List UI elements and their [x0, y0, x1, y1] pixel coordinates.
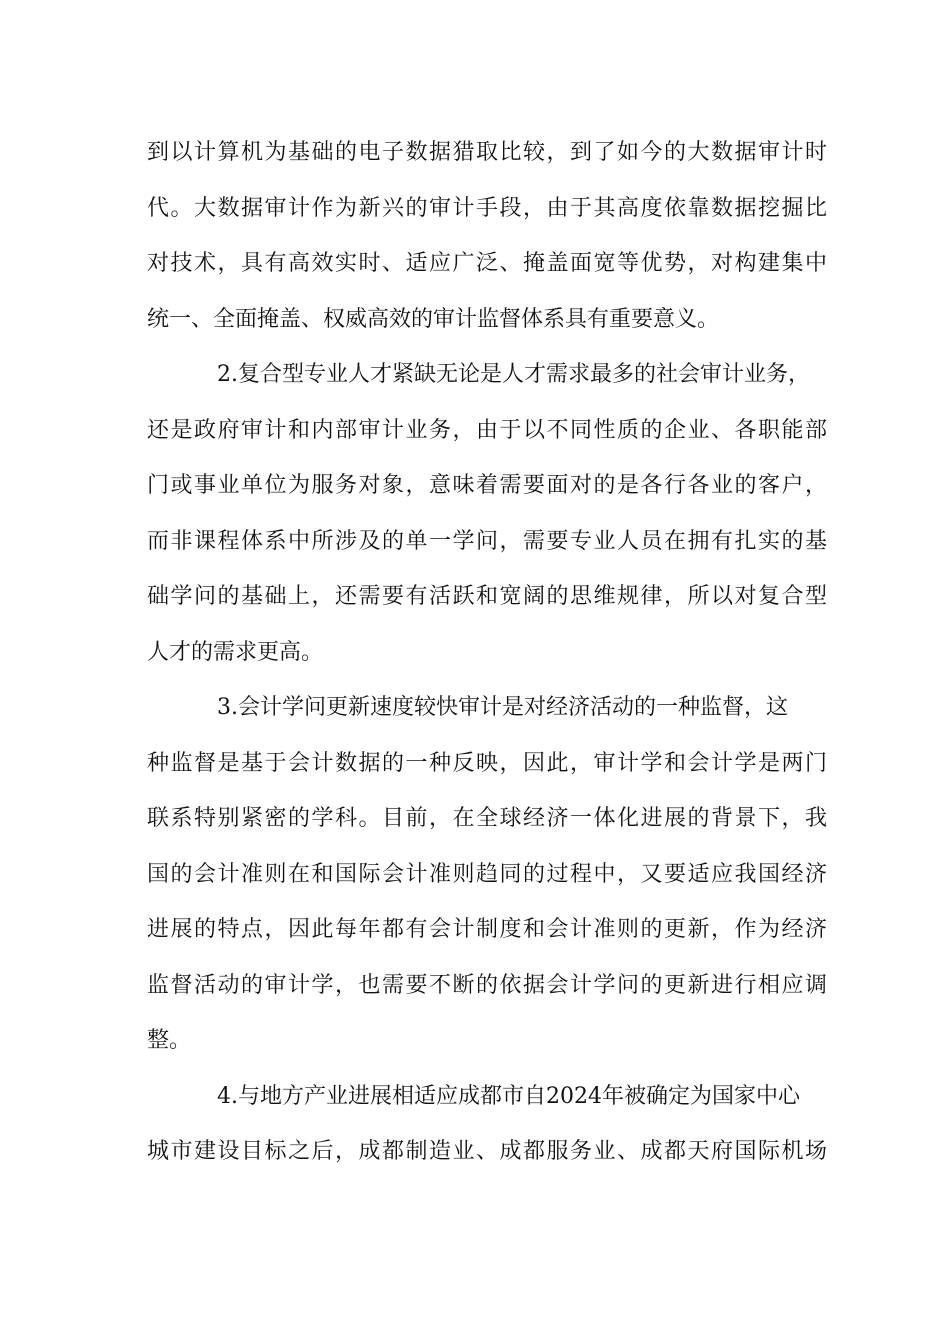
text-line: 代。大数据审计作为新兴的审计手段，由于其高度依靠数据挖掘比 [147, 195, 827, 221]
text-line: 种监督是基于会计数据的一种反映，因此，审计学和会计学是两门 [147, 750, 827, 776]
text-line: 统一、全面掩盖、权威高效的审计监督体系具有重要意义。 [147, 306, 720, 332]
text-line: 对技术，具有高效实时、适应广泛、掩盖面宽等优势，对构建集中 [147, 251, 827, 276]
text-line: 门或事业单位为服务对象，意味着需要面对的是各行各业的客户， [147, 473, 827, 498]
document-body [147, 125, 827, 1180]
text-line: 到以计算机为基础的电子数据猎取比较，到了如今的大数据审计时 [147, 140, 827, 165]
paragraph-point-4 [147, 1069, 827, 1180]
text-line: 人才的需求更高。 [147, 639, 324, 665]
paragraph-intro-continuation [147, 125, 827, 347]
text-line: 而非课程体系中所涉及的单一学问，需要专业人员在拥有扎实的基 [147, 528, 827, 554]
text-line: 3.会计学问更新速度较快审计是对经济活动的一种监督，这 [217, 695, 788, 720]
text-line: 还是政府审计和内部审计业务，由于以不同性质的企业、各职能部 [147, 417, 827, 443]
paragraph-point-2 [147, 347, 827, 680]
text-line: 国的会计准则在和国际会计准则趋同的过程中，又要适应我国经济 [147, 861, 827, 887]
text-line: 监督活动的审计学，也需要不断的依据会计学问的更新进行相应调 [147, 972, 827, 998]
text-line: 础学问的基础上，还需要有活跃和宽阔的思维规律，所以对复合型 [147, 584, 827, 609]
text-line: 2.复合型专业人才紧缺无论是人才需求最多的社会审计业务， [217, 362, 810, 387]
text-line: 4.与地方产业进展相适应成都市自2024年被确定为国家中心 [217, 1083, 800, 1109]
paragraph-point-3 [147, 680, 827, 1069]
text-line: 城市建设目标之后，成都制造业、成都服务业、成都天府国际机场 [147, 1139, 827, 1164]
text-line: 整。 [147, 1028, 192, 1053]
text-line: 联系特别紧密的学科。目前，在全球经济一体化进展的背景下，我 [147, 806, 827, 831]
text-line: 进展的特点，因此每年都有会计制度和会计准则的更新，作为经济 [147, 917, 827, 942]
